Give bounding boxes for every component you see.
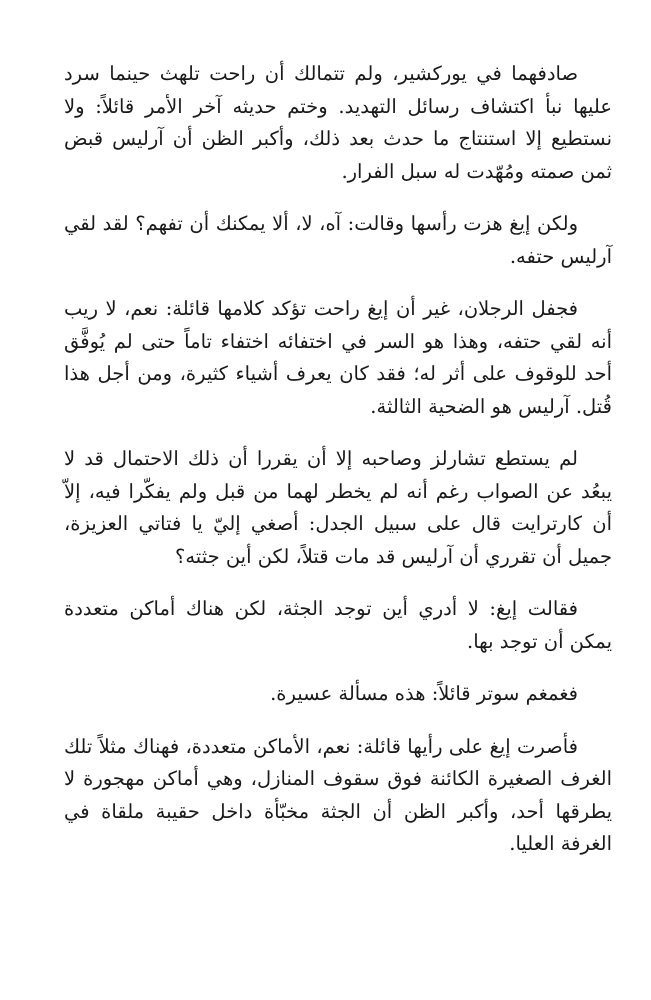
paragraph-6: فغمغم سوتر قائلاً: هذه مسألة عسيرة.: [270, 682, 578, 705]
paragraph-2: ولكن إيغ هزت رأسها وقالت: آه، لا، ألا يمكنك أن تفهم؟ لقد لقي آرليس حتفه.: [64, 212, 612, 268]
book-page: [64, 58, 612, 881]
paragraph-7: فأصرت إيغ على رأيها قائلة: نعم، الأماكن متعددة، فهناك مثلاً تلك الغرف الصغيرة الكائنة فوق سقوف المنازل، وهي أماكن مهجورة لا يطرقها أحد، وأكبر الظن أن الجثة مخبّأة داخل حقيبة ملقاة في الغرفة العليا.: [64, 734, 612, 855]
paragraph-4: لم يستطع تشارلز وصاحبه إلا أن يقررا أن ذلك الاحتمال قد لا يبعُد عن الصواب رغم أنه لم يخطر لهما من قبل ولم يفكّرا فيه، إلاّ أن كارترايت قال على سبيل الجدل: أصغي إليّ يا فتاتي العزيزة، جميل أن تقرري أن آرليس قد مات قتلاً، لكن أين جثته؟: [64, 447, 612, 568]
paragraph-5: فقالت إيغ: لا أدري أين توجد الجثة، لكن هناك أماكن متعددة يمكن أن توجد بها.: [64, 597, 612, 653]
paragraph-1: صادفهما في يوركشير، ولم تتمالك أن راحت تلهث حينما سرد عليها نبأ اكتشاف رسائل التهديد. وختم حديثه آخر الأمر قائلاً: ولا نستطيع إلا استنتاج ما حدث بعد ذلك، وأكبر الظن أن آرليس قبض ثمن صمته ومُهّدت له سبل الفرار.: [64, 62, 612, 183]
paragraph-3: فجفل الرجلان، غير أن إيغ راحت تؤكد كلامها قائلة: نعم، لا ريب أنه لقي حتفه، وهذا هو السر في اختفائه اختفاء تاماً حتى لم يُوفَّق أحد للوقوف على أثر له؛ فقد كان يعرف أشياء كثيرة، ومن أجل هذا قُتل. آرليس هو الضحية الثالثة.: [64, 297, 612, 418]
